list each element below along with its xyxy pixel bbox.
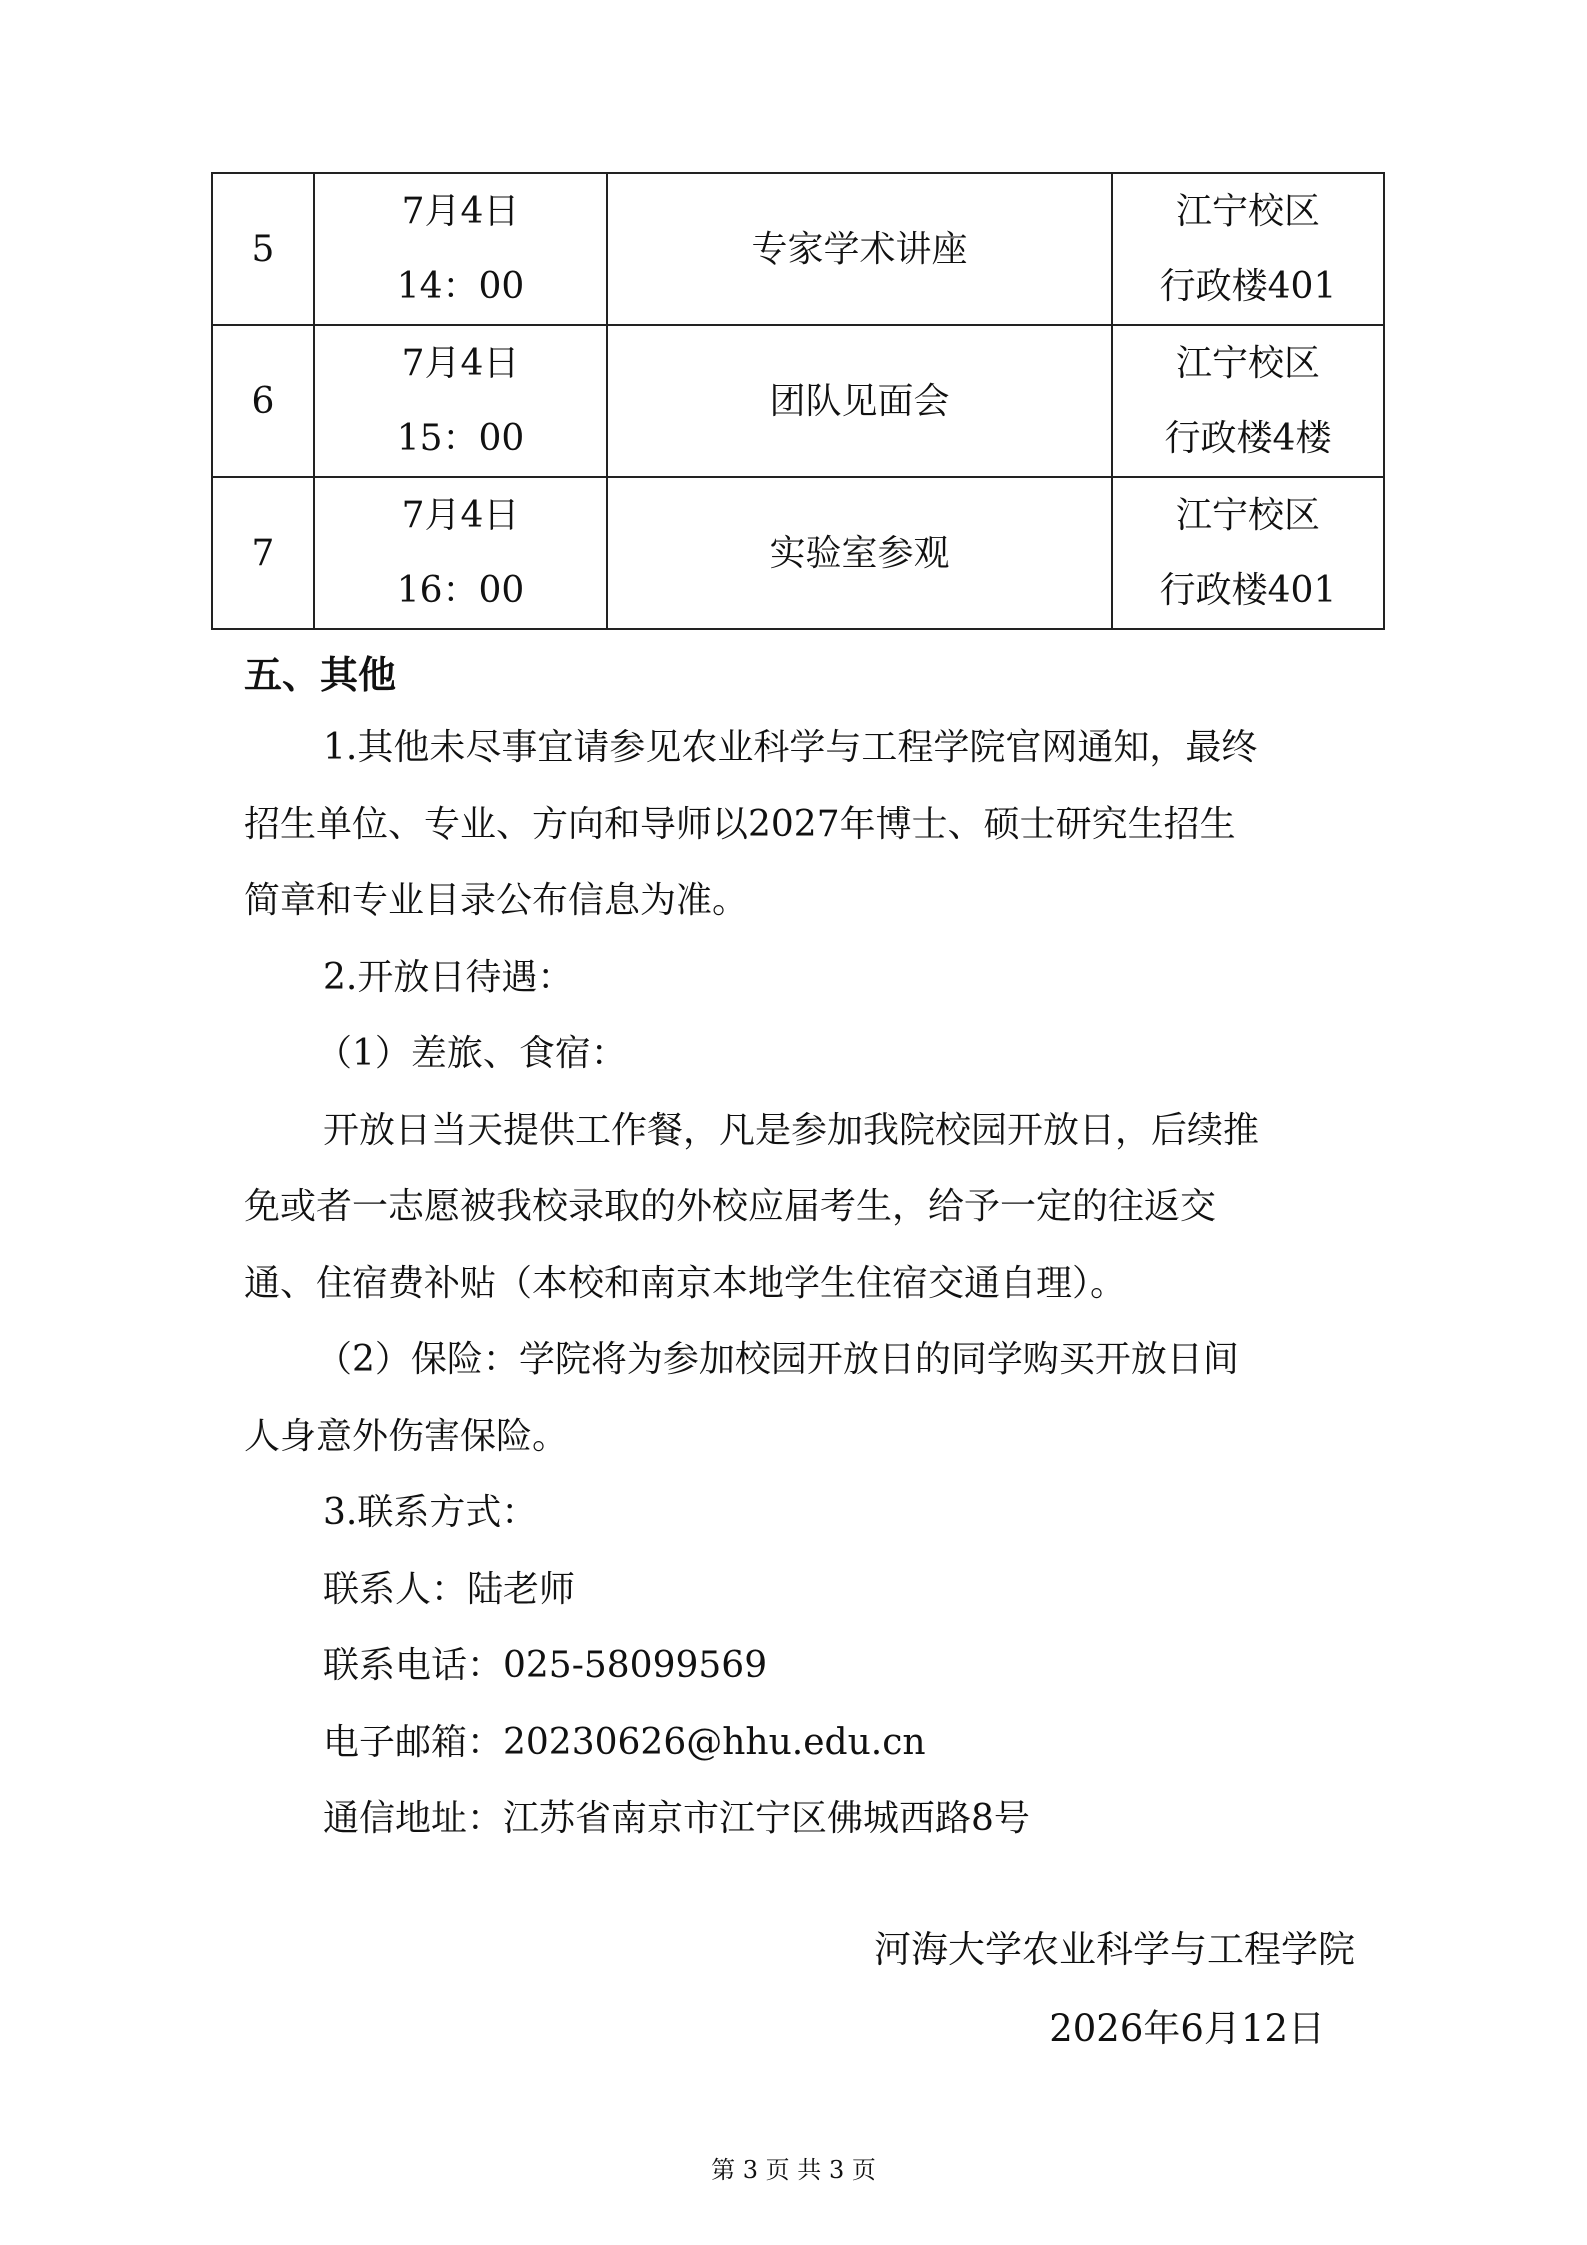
- schedule-table: [211, 172, 1385, 630]
- signature-org: 河海大学农业科学与工程学院: [874, 1928, 1355, 1971]
- event-cell: 专家学术讲座: [607, 173, 1112, 325]
- row-number-cell: 6: [212, 325, 314, 477]
- body-line: （2）保险：学院将为参加校园开放日的同学购买开放日间: [316, 1339, 1239, 1380]
- contact-person: 联系人：陆老师: [323, 1568, 576, 1610]
- body-line: 人身意外伤害保险。: [244, 1415, 569, 1457]
- table-row: [212, 477, 1384, 629]
- event-cell: 实验室参观: [607, 477, 1112, 629]
- body-line: （1）差旅、食宿：: [316, 1033, 627, 1074]
- body-line: 开放日当天提供工作餐，凡是参加我院校园开放日，后续推: [323, 1109, 1260, 1151]
- time-text: 14：00: [396, 266, 525, 307]
- table-row: [212, 325, 1384, 477]
- table-row: [212, 173, 1384, 325]
- date-text: 7月4日: [401, 343, 520, 384]
- date-text: 7月4日: [401, 495, 520, 536]
- room-text: 行政楼401: [1159, 570, 1337, 611]
- body-line: 免或者一志愿被我校录取的外校应届考生，给予一定的往返交: [244, 1186, 1217, 1227]
- location-cell: [1112, 477, 1384, 629]
- signature-block: [874, 1910, 1355, 2068]
- location-cell: [1112, 173, 1384, 325]
- body-text: [244, 710, 1354, 1858]
- body-line: 2.开放日待遇：: [323, 956, 574, 998]
- body-line: 1.其他未尽事宜请参见农业科学与工程学院官网通知，最终: [323, 727, 1258, 768]
- campus-text: 江宁校区: [1175, 495, 1320, 536]
- signature-date: 2026年6月12日: [1049, 2007, 1325, 2050]
- contact-email: 电子邮箱：20230626@hhu.edu.cn: [323, 1721, 926, 1763]
- campus-text: 江宁校区: [1175, 191, 1320, 232]
- campus-text: 江宁校区: [1175, 343, 1320, 384]
- date-text: 7月4日: [401, 191, 520, 232]
- location-cell: [1112, 325, 1384, 477]
- time-text: 15：00: [396, 418, 525, 459]
- room-text: 行政楼4楼: [1164, 418, 1332, 459]
- datetime-cell: [314, 173, 607, 325]
- body-line: 招生单位、专业、方向和导师以2027年博士、硕士研究生招生: [244, 803, 1236, 845]
- row-number-cell: 7: [212, 477, 314, 629]
- section-heading: 五、其他: [244, 652, 397, 697]
- row-number-cell: 5: [212, 173, 314, 325]
- room-text: 行政楼401: [1159, 266, 1337, 307]
- page-number: 第 3 页 共 3 页: [711, 2156, 876, 2184]
- datetime-cell: [314, 477, 607, 629]
- body-line: 3.联系方式：: [323, 1492, 538, 1533]
- contact-address: 通信地址：江苏省南京市江宁区佛城西路8号: [323, 1798, 1030, 1839]
- datetime-cell: [314, 325, 607, 477]
- body-line: 简章和专业目录公布信息为准。: [244, 880, 749, 921]
- time-text: 16：00: [396, 570, 525, 611]
- event-cell: 团队见面会: [607, 325, 1112, 477]
- contact-phone: 联系电话：025-58099569: [323, 1645, 768, 1686]
- body-line: 通、住宿费补贴（本校和南京本地学生住宿交通自理）。: [244, 1262, 1127, 1304]
